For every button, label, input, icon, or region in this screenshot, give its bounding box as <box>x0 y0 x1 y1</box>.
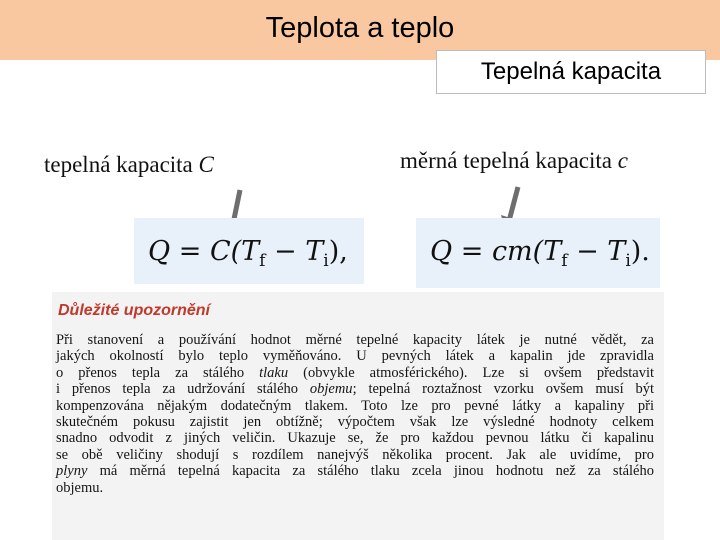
note-text: snadno odvodit z jiných veličin. Ukazuje se, že pro každou pevnou látku či kapalinu <box>56 430 654 447</box>
formula-equals: = <box>452 236 492 267</box>
formula-sub-f: f <box>259 251 266 271</box>
note-text: Při stanovení a používání hodnot měrné tepelné kapacity látek je nutné vědět, za <box>56 332 654 348</box>
formula-minus: − T <box>567 236 626 267</box>
note-emphasis: tlaku <box>259 364 289 381</box>
formula-equals: = <box>170 236 210 267</box>
formula-cm: cm <box>491 236 533 267</box>
specific-heat-formula <box>416 218 660 288</box>
note-text: kompenzována nějakým dodatečným tlakem. Toto lze pro pevné látky a kapaliny při <box>56 397 654 414</box>
note-line <box>56 398 654 414</box>
note-line <box>56 480 654 496</box>
note-text: má měrná tepelná kapacita za stálého tlaku zcela jinou hodnotu než za stálého <box>87 463 654 480</box>
formula-close: ). <box>630 236 650 267</box>
note-body <box>56 332 654 496</box>
formula-close: ), <box>328 236 348 267</box>
note-line <box>56 365 654 381</box>
specific-heat-label-text: měrná tepelná kapacita <box>400 148 618 173</box>
note-text: objemu. <box>56 479 104 496</box>
note-line <box>56 381 654 397</box>
formula-c: C <box>209 236 231 267</box>
heat-capacity-label-text: tepelná kapacita <box>44 152 199 177</box>
note-text: ; tepelná roztažnost vzorku ovšem musí být <box>352 381 654 398</box>
formula-sub-i: i <box>323 251 329 271</box>
specific-heat-symbol: c <box>617 148 628 173</box>
slide-title: Teplota a teplo <box>265 12 455 44</box>
subtitle-box: Tepelná kapacita <box>436 50 706 94</box>
formula-open: (T <box>532 236 562 267</box>
heat-capacity-formula <box>134 218 364 284</box>
note-emphasis: objemu <box>309 381 353 398</box>
note-heading: Důležité upozornění <box>58 302 210 319</box>
formula-sub-f: f <box>561 251 568 271</box>
formula-q: Q <box>148 236 171 267</box>
note-line <box>56 463 654 479</box>
note-line <box>56 348 654 364</box>
formula-minus: − T <box>265 236 324 267</box>
note-text: jakých okolností bylo teplo vyměňováno. U pevných látek a kapalin jde zpravidla <box>56 348 654 365</box>
note-line <box>56 447 654 463</box>
note-text: i přenos tepla za udržování stálého <box>56 381 310 398</box>
note-text: se obě veličiny shodují s rozdílem nanejvýš několika procent. Jak ale uvidíme, pro <box>56 446 654 463</box>
important-note-panel <box>52 292 664 540</box>
formula-q: Q <box>430 236 453 267</box>
formula-open: (T <box>230 236 260 267</box>
note-emphasis: plyny <box>56 463 88 480</box>
note-line <box>56 414 654 430</box>
heat-capacity-symbol: C <box>198 152 214 177</box>
heat-capacity-label <box>44 152 214 178</box>
specific-heat-label <box>400 148 628 174</box>
formula-sub-i: i <box>625 251 631 271</box>
note-line <box>56 332 654 348</box>
note-text: skutečném pokusu zajistit jen obtížně; výpočtem však lze výsledné hodnoty celkem <box>56 414 654 431</box>
note-text: (obvykle atmosférického). Lze si ovšem představit <box>288 364 655 381</box>
note-line <box>56 430 654 446</box>
note-text: o přenos tepla za stálého <box>56 364 260 381</box>
